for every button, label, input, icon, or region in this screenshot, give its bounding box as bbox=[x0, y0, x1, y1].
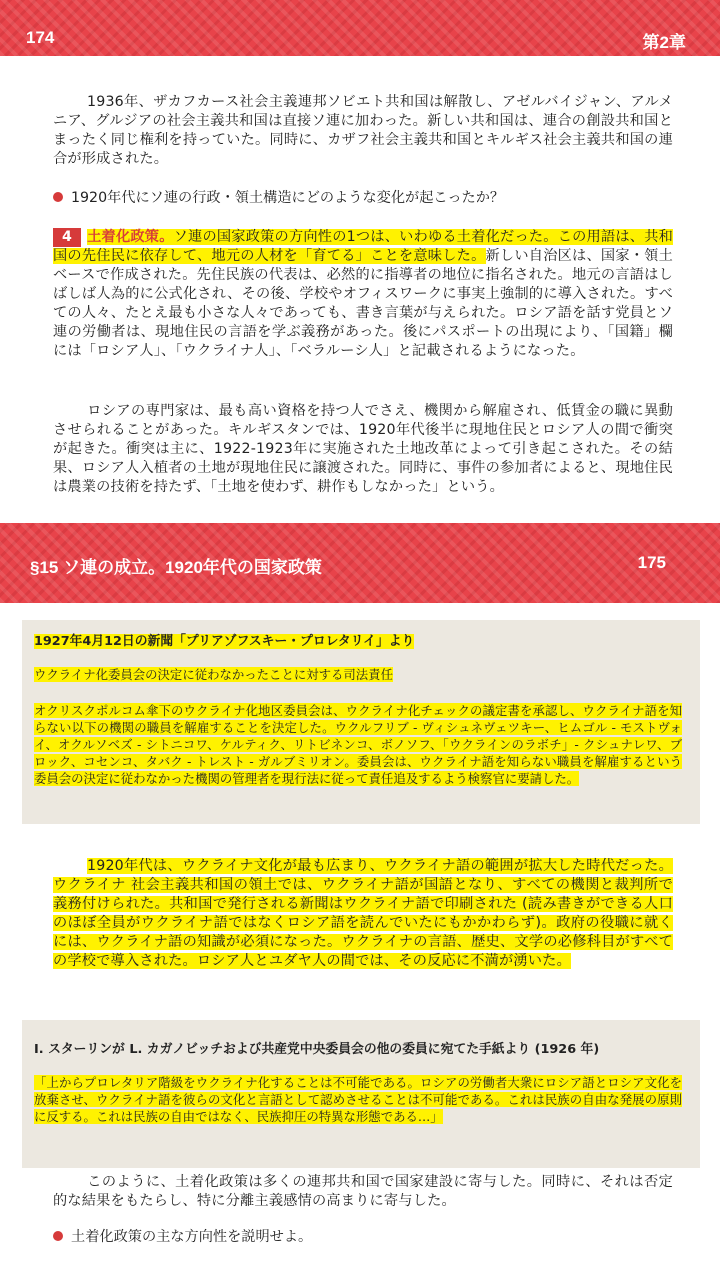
document-2-body: 「上からプロレタリア階級をウクライナ化することは不可能である。ロシアの労働者大衆にロシア語とロシア文化を放棄させ、ウクライナ語を彼らの文化と言語として認めさせることは不可能である。これは民族の自由な発展の原則に反する。これは民族の自由ではなく、民族抑圧の特異な形態である…」 bbox=[34, 1075, 682, 1124]
paragraph-4 bbox=[53, 1173, 673, 1211]
paragraph-3 bbox=[53, 857, 673, 971]
paragraph-4-text: このように、土着化政策は多くの連邦共和国で国家建設に寄与した。同時に、それは否定的な結果をもたらし、特に分離主義感情の高まりに寄与した。 bbox=[53, 1174, 673, 1209]
section-4-rest: 新しい自治区は、国家・領土ベースで作成された。先住民族の代表は、必然的に指導者の地位に指名された。地元の言語はしばしば人為的に公式化され、その後、学校やオフィスワークに事実上強制的に導入された。すべての人々、たとえ最も小さな人々であっても、書き言葉が与えられた。ロシア語を話す党員とソ連の労働者は、現地住民の言語を学ぶ義務があった。後にパスポートの出現により、「国籍」欄には「ロシア人」、「ウクライナ人」、「ベラルーシ人」と記載されるようになった。 bbox=[53, 248, 673, 359]
section-header-band bbox=[0, 523, 720, 603]
document-box-2 bbox=[22, 1020, 700, 1168]
chapter-label: 第2章 bbox=[642, 33, 686, 52]
bullet-dot-icon bbox=[53, 1231, 63, 1241]
paragraph-2-text: ロシアの専門家は、最も高い資格を持つ人でさえ、機関から解雇され、低賃金の職に異動させられることがあった。キルギスタンでは、1920年代後半に現地住民とロシア人の間で衝突が起きた。衝突は主に、1922-1923年に実施された土地改革によって引き起こされた。その結果、ロシア人入植者の土地が現地住民に譲渡された。同時に、事件の参加者によると、現地住民は農業の技術を持たず、「土地を使わず、耕作もしなかった」という。 bbox=[53, 403, 673, 495]
document-1-subtitle: ウクライナ化委員会の決定に従わなかったことに対する司法責任 bbox=[34, 667, 393, 682]
question-1-text: 1920年代にソ連の行政・領土構造にどのような変化が起こったか？ bbox=[71, 190, 505, 206]
document-box-1 bbox=[22, 620, 700, 824]
section-term: 土着化政策。 bbox=[87, 229, 174, 245]
question-2-text: 土着化政策の主な方向性を説明せよ。 bbox=[71, 1229, 313, 1245]
bullet-dot-icon bbox=[53, 192, 63, 202]
paragraph-1-text: 1936年、ザカフカース社会主義連邦ソビエト共和国は解散し、アゼルバイジャン、アルメニア、グルジアの社会主義共和国は直接ソ連に加わった。新しい共和国は、連合の創設共和国とまったく同じ権利を持っていた。同時に、カザフ社会主義共和国とキルギス社会主義共和国の連合が形成された。 bbox=[53, 94, 673, 167]
section-number-badge: 4 bbox=[53, 228, 81, 247]
page-header-band bbox=[0, 0, 720, 56]
question-2 bbox=[53, 1228, 673, 1247]
paragraph-2 bbox=[53, 402, 673, 497]
page-number-left: 174 bbox=[26, 28, 55, 47]
section-title: §15 ソ連の成立。1920年代の国家政策 bbox=[30, 558, 322, 577]
highlighted-definition: ソ連の国家政策の方向性の1つは、いわゆる土着化だった。この用語は、共和国の先住民に依存して、地元の人材を「育てる」ことを意味した。 bbox=[53, 229, 673, 264]
document-1-title: 1927年4月12日の新聞「プリアゾフスキー・プロレタリイ」より bbox=[34, 634, 415, 649]
section-4-paragraph bbox=[53, 228, 673, 361]
paragraph-3-text: 1920年代は、ウクライナ文化が最も広まり、ウクライナ語の範囲が拡大した時代だった。ウクライナ 社会主義共和国の領土では、ウクライナ語が国語となり、すべての機関と裁判所で義務付けられた。共和国で発行される新聞はウクライナ語で印刷された (読み書きができる人口のほぼ全員がウクライナ語ではなくロシア語を読んでいたにもかかわらず)。政府の役職に就くには、ウクライナ語の知識が必須になった。ウクライナの言語、歴史、文学の必修科目がすべての学校で導入された。ロシア人とユダヤ人の間では、その反応に不満が湧いた。 bbox=[53, 858, 673, 969]
page-number-right: 175 bbox=[637, 553, 666, 572]
document-2-title: I. スターリンが L. カガノビッチおよび共産党中央委員会の他の委員に宛てた手紙より (1926 年) bbox=[34, 1042, 600, 1057]
document-1-body: オクリスクポルコム傘下のウクライナ化地区委員会は、ウクライナ化チェックの議定書を承認し、ウクライナ語を知らない以下の機関の職員を解雇することを決定した。ウクルフリブ - ヴィシュネヴェツキー、ヒムゴル - モストヴォイ、オクルソベズ - シトニコワ、ケルティク、リトビネンコ、ボノソフ、「ウクラインのラボチ」- クシュナレワ、ブロック、コセンコ、タバク - トレスト - ガルブミリオン。委員会は、ウクライナ語を知らない職員を解雇するという委員会の決定に従わなかった機関の管理者を現行法に従って責任追及するよう検察官に要請した。 bbox=[34, 703, 682, 786]
paragraph-1 bbox=[53, 93, 673, 169]
question-1 bbox=[53, 189, 673, 208]
